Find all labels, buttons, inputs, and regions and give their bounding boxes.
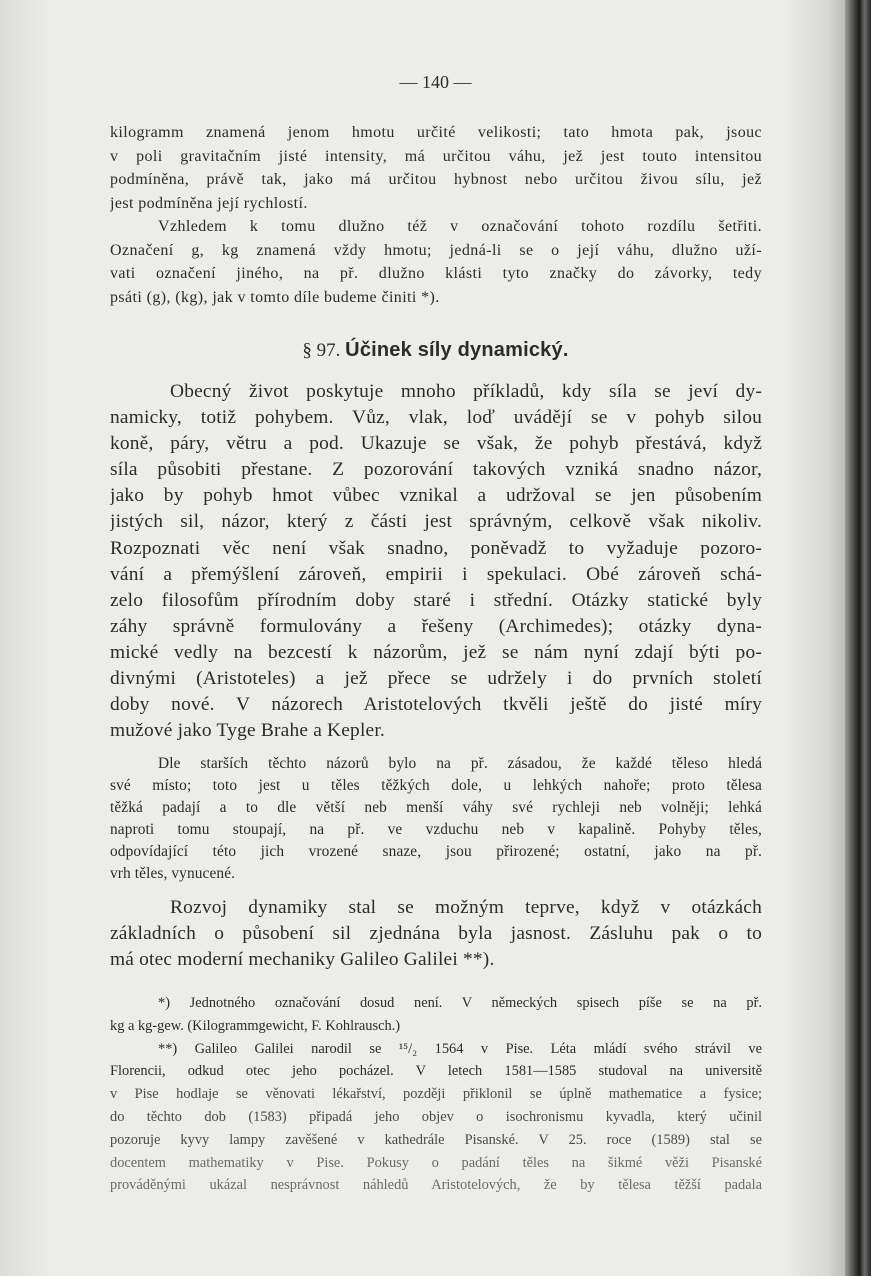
intro-paragraph [110, 121, 762, 309]
text-line: jistých sil, názor, který z části jest správným, celkově však nikoliv. [110, 511, 762, 533]
text-line: Vzhledem k tomu dlužno též v označování tohoto rozdílu šetřiti. [158, 218, 762, 235]
text-line: jako by pohyb hmot vůbec vznikal a udržoval se jen působením [110, 485, 762, 507]
text-line: v poli gravitačním jisté intensity, má určitou váhu, jež jest touto intensitou [110, 147, 762, 165]
text-line: namicky, totiž pohybem. Vůz, vlak, loď uvádějí se v pohyb silou [110, 407, 762, 429]
text-line: vati označení jiného, na př. dlužno klásti tyto značky do závorky, tedy [110, 265, 762, 282]
text-line: síla působiti přestane. Z pozorování takových vzniká snadno názor, [110, 459, 762, 481]
text-line: podmíněna, právě tak, jako má určitou hybnost nebo určitou živou sílu, jež [110, 171, 762, 188]
text-line: Označení g, kg znamená vždy hmotu; jedná-li se o její váhu, dlužno uží- [110, 241, 762, 259]
section-title: Účinek síly dynamický. [345, 339, 569, 361]
text-line: doby nové. V názorech Aristotelových tkvěli ještě do jisté míry [110, 694, 762, 716]
footnote-line: **) Galileo Galilei narodil se ¹⁵/₂ 1564 v Pise. Léta mládí svého strávil ve [158, 1040, 762, 1057]
footnote-line: do těchto dob (1583) připadá jeho objev o isochronismu kyvadla, který učinil [110, 1108, 762, 1125]
text-line: základních o působení sil zjednána byla jasnost. Zásluhu pak o to [110, 923, 762, 945]
text-line: vání a přemýšlení zároveň, empirii i spekulaci. Obé zároveň schá- [110, 563, 762, 585]
footnote-line: *) Jednotného označování dosud není. V německých spisech píše se na př. [158, 995, 762, 1011]
text-line: Rozvoj dynamiky stal se možným teprve, když v otázkách [170, 897, 762, 918]
text-line: své místo; toto jest u těles těžkých dole, u lehkých nahoře; proto tělesa [110, 777, 762, 794]
text-line: zelo filosofům přírodním doby staré i střední. Otázky statické byly [110, 589, 762, 611]
footnote-line: docentem mathematiky v Pise. Pokusy o padání těles na šikmé věži Pisanské [110, 1154, 762, 1171]
footnote-line: v Pise hodlaje se věnovati lékařství, později přiklonil se úplně mathematice a fysice; [110, 1086, 762, 1103]
section-heading [0, 339, 871, 362]
footnote-line: prováděnými ukázal nesprávnost náhledů Aristotelových, že by tělesa těžší padala [110, 1177, 762, 1194]
closing-paragraph [110, 895, 762, 973]
text-line: naproti tomu stoupají, na př. ve vzduchu neb v kapalině. Pohyby těles, [110, 821, 762, 838]
text-line: těžká padají a to dle větší neb menší váhy své rychleji neb volněji; lehká [110, 799, 762, 816]
text-line: Obecný život poskytuje mnoho příkladů, kdy síla se jeví dy- [170, 381, 762, 402]
text-line: Rozpoznati věc není však snadno, poněvadž to vyžaduje pozoro- [110, 537, 762, 559]
footnote-line: kg a kg-gew. (Kilogrammgewicht, F. Kohlrausch.) [110, 1017, 401, 1034]
main-paragraph [110, 379, 762, 744]
footnote-line: Florencii, odkud otec jeho pocházel. V letech 1581—1585 studoval na universitě [110, 1063, 762, 1080]
text-line: koně, páry, větru a pod. Ukazuje se však, že pohyb přestává, když [110, 433, 762, 455]
text-line: kilogramm znamená jenom hmotu určité velikosti; tato hmota pak, jsouc [110, 124, 762, 141]
text-line: odpovídající této jich vrozené snaze, jsou přirozené; ostatní, jako na př. [110, 843, 762, 860]
page-edge-shadow [845, 0, 871, 1276]
text-line: mické vedly na bezcestí k názorům, jež se nám nyní zdají býti po- [110, 641, 762, 663]
text-line: mužové jako Tyge Brahe a Kepler. [110, 720, 385, 742]
text-line: má otec moderní mechaniky Galileo Galilei **). [110, 949, 495, 971]
footnote-line: pozoruje kyvy lampy zavěšené v kathedrále Pisanské. V 25. roce (1589) stal se [110, 1131, 762, 1148]
text-line: vrh těles, vynucené. [110, 865, 236, 882]
text-line: divnými (Aristoteles) a jež přece se udržely i do prvních století [110, 668, 762, 690]
text-line: jest podmíněna její rychlostí. [110, 194, 308, 212]
footnotes [110, 992, 762, 1197]
section-number: § 97. [302, 340, 341, 361]
text-line: psáti (g), (kg), jak v tomto díle budeme činiti *). [110, 288, 440, 306]
text-line: záhy správně formulovány a řešeny (Archimedes); otázky dyna- [110, 615, 762, 637]
small-print-paragraph [110, 753, 762, 885]
text-line: Dle starších těchto názorů bylo na př. zásadou, že každé těleso hledá [158, 755, 762, 772]
page-number: — 140 — [399, 72, 472, 92]
